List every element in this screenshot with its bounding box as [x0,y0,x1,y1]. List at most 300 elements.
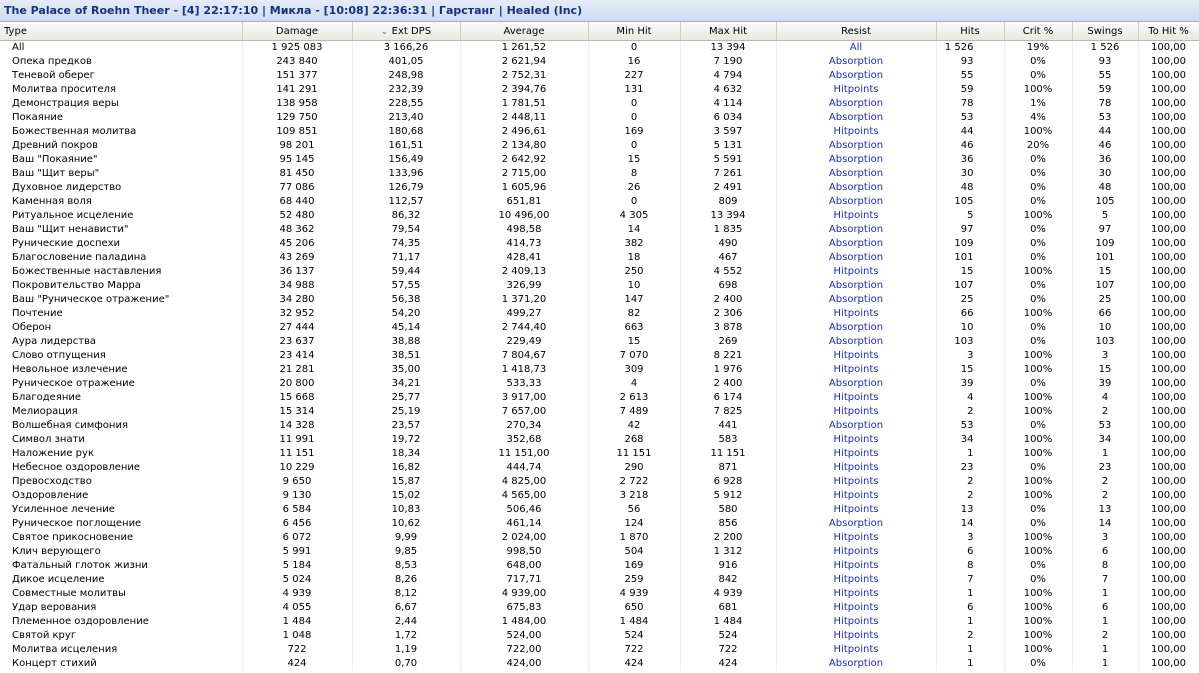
cell-average: 498,58 [460,223,588,237]
cell-resist: Hitpoints [776,573,936,587]
cell-max-hit: 13 394 [680,41,776,56]
cell-resist: Hitpoints [776,307,936,321]
cell-to-hit: 100,00 [1138,167,1199,181]
cell-hits: 30 [936,167,1004,181]
cell-to-hit: 100,00 [1138,153,1199,167]
cell-crit: 100% [1004,391,1072,405]
table-row[interactable] [0,447,1199,461]
cell-hits: 7 [936,573,1004,587]
cell-ext-dps: 10,83 [352,503,460,517]
cell-min-hit: 15 [588,153,680,167]
cell-hits: 1 [936,657,1004,671]
cell-hits: 105 [936,195,1004,209]
cell-swings: 101 [1072,251,1138,265]
cell-ext-dps: 35,00 [352,363,460,377]
cell-min-hit: 2 613 [588,391,680,405]
cell-average: 1 781,51 [460,97,588,111]
cell-crit: 19% [1004,41,1072,56]
table-row[interactable] [0,111,1199,125]
cell-hits: 59 [936,83,1004,97]
table-row[interactable] [0,615,1199,629]
cell-min-hit: 16 [588,55,680,69]
cell-hits: 8 [936,559,1004,573]
cell-swings: 1 [1072,587,1138,601]
cell-to-hit: 100,00 [1138,447,1199,461]
cell-ext-dps: 8,12 [352,587,460,601]
cell-min-hit: 0 [588,41,680,56]
cell-min-hit: 147 [588,293,680,307]
cell-damage: 1 048 [242,629,352,643]
cell-ext-dps: 18,34 [352,447,460,461]
cell-swings: 107 [1072,279,1138,293]
cell-min-hit: 663 [588,321,680,335]
cell-max-hit: 11 151 [680,447,776,461]
cell-min-hit: 7 489 [588,405,680,419]
cell-resist: Hitpoints [776,643,936,657]
cell-swings: 55 [1072,69,1138,83]
cell-crit: 0% [1004,461,1072,475]
cell-ext-dps: 8,53 [352,559,460,573]
table-row[interactable] [0,419,1199,433]
cell-to-hit: 100,00 [1138,461,1199,475]
cell-hits: 6 [936,601,1004,615]
table-row[interactable] [0,55,1199,69]
cell-resist: Absorption [776,69,936,83]
cell-to-hit: 100,00 [1138,489,1199,503]
cell-max-hit: 722 [680,643,776,657]
cell-min-hit: 1 870 [588,531,680,545]
cell-resist: Hitpoints [776,363,936,377]
column-header-hits[interactable]: Hits [936,22,1004,41]
cell-crit: 100% [1004,615,1072,629]
cell-type: Духовное лидерство [0,181,242,195]
cell-average: 444,74 [460,461,588,475]
cell-type: Святой круг [0,629,242,643]
cell-crit: 100% [1004,307,1072,321]
table-row[interactable] [0,335,1199,349]
cell-swings: 1 [1072,447,1138,461]
table-row[interactable] [0,83,1199,97]
cell-type: Благодеяние [0,391,242,405]
cell-resist: Hitpoints [776,601,936,615]
table-row[interactable] [0,433,1199,447]
cell-hits: 101 [936,251,1004,265]
cell-to-hit: 100,00 [1138,181,1199,195]
table-row[interactable] [0,237,1199,251]
cell-type: Опека предков [0,55,242,69]
cell-crit: 100% [1004,545,1072,559]
cell-hits: 66 [936,307,1004,321]
cell-hits: 1 [936,587,1004,601]
table-row[interactable] [0,545,1199,559]
cell-ext-dps: 25,77 [352,391,460,405]
table-row[interactable] [0,405,1199,419]
cell-ext-dps: 25,19 [352,405,460,419]
cell-swings: 4 [1072,391,1138,405]
cell-min-hit: 18 [588,251,680,265]
cell-resist: Hitpoints [776,587,936,601]
cell-average: 424,00 [460,657,588,671]
cell-max-hit: 5 912 [680,489,776,503]
cell-ext-dps: 228,55 [352,97,460,111]
table-row[interactable] [0,307,1199,321]
cell-resist: Hitpoints [776,545,936,559]
cell-to-hit: 100,00 [1138,643,1199,657]
cell-hits: 10 [936,321,1004,335]
cell-to-hit: 100,00 [1138,503,1199,517]
cell-average: 2 642,92 [460,153,588,167]
cell-max-hit: 583 [680,433,776,447]
cell-average: 2 134,80 [460,139,588,153]
window-title: The Palace of Roehn Theer - [4] 22:17:10 | Микла - [10:08] 22:36:31 | Гарстанг | Healed (Inc) [0,0,1199,22]
table-row[interactable] [0,657,1199,671]
cell-resist: Hitpoints [776,475,936,489]
cell-min-hit: 268 [588,433,680,447]
cell-average: 651,81 [460,195,588,209]
cell-damage: 14 328 [242,419,352,433]
cell-min-hit: 42 [588,419,680,433]
cell-average: 10 496,00 [460,209,588,223]
cell-ext-dps: 133,96 [352,167,460,181]
cell-type: Удар верования [0,601,242,615]
cell-resist: Absorption [776,153,936,167]
cell-to-hit: 100,00 [1138,209,1199,223]
cell-to-hit: 100,00 [1138,41,1199,56]
cell-min-hit: 14 [588,223,680,237]
table-row[interactable] [0,293,1199,307]
cell-max-hit: 3 878 [680,321,776,335]
cell-to-hit: 100,00 [1138,265,1199,279]
cell-swings: 2 [1072,489,1138,503]
table-row[interactable] [0,97,1199,111]
cell-min-hit: 504 [588,545,680,559]
table-row[interactable] [0,195,1199,209]
cell-swings: 2 [1072,405,1138,419]
cell-resist: Hitpoints [776,461,936,475]
cell-ext-dps: 10,62 [352,517,460,531]
cell-swings: 1 526 [1072,41,1138,56]
cell-damage: 9 650 [242,475,352,489]
cell-damage: 4 939 [242,587,352,601]
cell-damage: 43 269 [242,251,352,265]
cell-max-hit: 1 484 [680,615,776,629]
table-row[interactable] [0,461,1199,475]
cell-ext-dps: 161,51 [352,139,460,153]
cell-damage: 10 229 [242,461,352,475]
cell-damage: 45 206 [242,237,352,251]
cell-hits: 78 [936,97,1004,111]
table-row[interactable] [0,377,1199,391]
cell-hits: 1 [936,643,1004,657]
cell-damage: 23 414 [242,349,352,363]
column-header-min-hit[interactable]: Min Hit [588,22,680,41]
cell-damage: 98 201 [242,139,352,153]
cell-resist: Hitpoints [776,629,936,643]
table-row[interactable] [0,475,1199,489]
cell-to-hit: 100,00 [1138,237,1199,251]
cell-damage: 21 281 [242,363,352,377]
cell-hits: 2 [936,475,1004,489]
cell-min-hit: 259 [588,573,680,587]
cell-crit: 20% [1004,139,1072,153]
cell-crit: 100% [1004,265,1072,279]
cell-resist: Absorption [776,181,936,195]
column-header-to-hit[interactable]: To Hit % [1138,22,1199,41]
column-header-swings[interactable]: Swings [1072,22,1138,41]
cell-to-hit: 100,00 [1138,55,1199,69]
column-header-crit[interactable]: Crit % [1004,22,1072,41]
cell-ext-dps: 9,99 [352,531,460,545]
column-header-average[interactable]: Average [460,22,588,41]
cell-min-hit: 131 [588,83,680,97]
cell-max-hit: 2 400 [680,377,776,391]
cell-average: 1 484,00 [460,615,588,629]
table-row[interactable] [0,209,1199,223]
cell-ext-dps: 112,57 [352,195,460,209]
cell-min-hit: 10 [588,279,680,293]
cell-hits: 2 [936,405,1004,419]
cell-damage: 32 952 [242,307,352,321]
cell-min-hit: 382 [588,237,680,251]
cell-damage: 6 584 [242,503,352,517]
cell-crit: 0% [1004,69,1072,83]
table-row[interactable] [0,517,1199,531]
cell-to-hit: 100,00 [1138,335,1199,349]
cell-ext-dps: 0,70 [352,657,460,671]
table-row[interactable] [0,125,1199,139]
cell-hits: 55 [936,69,1004,83]
cell-to-hit: 100,00 [1138,125,1199,139]
cell-crit: 0% [1004,517,1072,531]
cell-max-hit: 7 261 [680,167,776,181]
cell-damage: 23 637 [242,335,352,349]
cell-type: Оберон [0,321,242,335]
cell-hits: 53 [936,111,1004,125]
cell-crit: 100% [1004,433,1072,447]
cell-ext-dps: 54,20 [352,307,460,321]
cell-max-hit: 1 835 [680,223,776,237]
cell-ext-dps: 74,35 [352,237,460,251]
cell-crit: 100% [1004,531,1072,545]
table-row[interactable] [0,349,1199,363]
cell-max-hit: 2 400 [680,293,776,307]
cell-damage: 15 314 [242,405,352,419]
cell-damage: 129 750 [242,111,352,125]
cell-hits: 2 [936,629,1004,643]
cell-resist: Absorption [776,223,936,237]
cell-to-hit: 100,00 [1138,559,1199,573]
table-row[interactable] [0,391,1199,405]
cell-to-hit: 100,00 [1138,321,1199,335]
column-header-max-hit[interactable]: Max Hit [680,22,776,41]
table-row[interactable] [0,587,1199,601]
cell-ext-dps: 23,57 [352,419,460,433]
cell-type: Демонстрация веры [0,97,242,111]
cell-max-hit: 524 [680,629,776,643]
cell-damage: 9 130 [242,489,352,503]
table-row[interactable] [0,643,1199,657]
column-header-ext-dps[interactable] [352,22,460,41]
table-row[interactable] [0,153,1199,167]
cell-ext-dps: 38,88 [352,335,460,349]
cell-type: Наложение рук [0,447,242,461]
cell-average: 461,14 [460,517,588,531]
cell-swings: 3 [1072,531,1138,545]
cell-damage: 138 958 [242,97,352,111]
cell-swings: 13 [1072,503,1138,517]
cell-crit: 0% [1004,657,1072,671]
cell-average: 270,34 [460,419,588,433]
cell-swings: 1 [1072,643,1138,657]
cell-damage: 6 456 [242,517,352,531]
cell-to-hit: 100,00 [1138,139,1199,153]
cell-hits: 25 [936,293,1004,307]
table-header-row [0,22,1199,41]
cell-average: 524,00 [460,629,588,643]
cell-swings: 3 [1072,349,1138,363]
cell-average: 533,33 [460,377,588,391]
cell-average: 2 715,00 [460,167,588,181]
table-row[interactable] [0,531,1199,545]
cell-to-hit: 100,00 [1138,363,1199,377]
cell-max-hit: 4 939 [680,587,776,601]
cell-to-hit: 100,00 [1138,111,1199,125]
column-header-damage[interactable]: Damage [242,22,352,41]
cell-ext-dps: 180,68 [352,125,460,139]
cell-hits: 48 [936,181,1004,195]
cell-average: 2 024,00 [460,531,588,545]
cell-to-hit: 100,00 [1138,83,1199,97]
cell-crit: 0% [1004,377,1072,391]
cell-max-hit: 4 552 [680,265,776,279]
cell-swings: 66 [1072,307,1138,321]
cell-swings: 8 [1072,559,1138,573]
cell-resist: Absorption [776,293,936,307]
cell-to-hit: 100,00 [1138,433,1199,447]
cell-hits: 53 [936,419,1004,433]
cell-average: 7 804,67 [460,349,588,363]
cell-damage: 141 291 [242,83,352,97]
table-row[interactable] [0,223,1199,237]
cell-crit: 0% [1004,293,1072,307]
cell-swings: 53 [1072,419,1138,433]
cell-max-hit: 5 131 [680,139,776,153]
cell-min-hit: 290 [588,461,680,475]
cell-to-hit: 100,00 [1138,69,1199,83]
table-row[interactable] [0,41,1199,56]
table-row[interactable] [0,573,1199,587]
cell-resist: Absorption [776,167,936,181]
cell-damage: 1 925 083 [242,41,352,56]
cell-ext-dps: 34,21 [352,377,460,391]
table-row[interactable] [0,265,1199,279]
cell-resist: Hitpoints [776,503,936,517]
table-row[interactable] [0,279,1199,293]
cell-max-hit: 4 794 [680,69,776,83]
table-row[interactable] [0,629,1199,643]
cell-to-hit: 100,00 [1138,419,1199,433]
cell-swings: 78 [1072,97,1138,111]
cell-swings: 53 [1072,111,1138,125]
table-row[interactable] [0,559,1199,573]
cell-swings: 15 [1072,363,1138,377]
cell-type: Небесное оздоровление [0,461,242,475]
cell-max-hit: 3 597 [680,125,776,139]
cell-average: 717,71 [460,573,588,587]
table-row[interactable] [0,181,1199,195]
cell-hits: 15 [936,265,1004,279]
cell-damage: 15 668 [242,391,352,405]
table-row[interactable] [0,321,1199,335]
cell-ext-dps: 19,72 [352,433,460,447]
table-row[interactable] [0,139,1199,153]
cell-max-hit: 1 976 [680,363,776,377]
table-row[interactable] [0,69,1199,83]
cell-crit: 100% [1004,447,1072,461]
cell-to-hit: 100,00 [1138,587,1199,601]
table-row[interactable] [0,363,1199,377]
cell-resist: Hitpoints [776,391,936,405]
cell-resist: Hitpoints [776,447,936,461]
cell-min-hit: 56 [588,503,680,517]
table-row[interactable] [0,489,1199,503]
cell-swings: 1 [1072,615,1138,629]
cell-to-hit: 100,00 [1138,349,1199,363]
cell-resist: Absorption [776,237,936,251]
cell-swings: 14 [1072,517,1138,531]
cell-max-hit: 580 [680,503,776,517]
cell-min-hit: 169 [588,559,680,573]
cell-damage: 6 072 [242,531,352,545]
cell-min-hit: 4 939 [588,587,680,601]
cell-average: 1 605,96 [460,181,588,195]
cell-crit: 0% [1004,237,1072,251]
cell-damage: 77 086 [242,181,352,195]
cell-swings: 23 [1072,461,1138,475]
cell-damage: 5 184 [242,559,352,573]
cell-type: Святое прикосновение [0,531,242,545]
cell-to-hit: 100,00 [1138,615,1199,629]
cell-crit: 0% [1004,503,1072,517]
column-header-resist[interactable]: Resist [776,22,936,41]
cell-average: 4 939,00 [460,587,588,601]
cell-hits: 36 [936,153,1004,167]
cell-type: Руническое поглощение [0,517,242,531]
cell-hits: 1 [936,615,1004,629]
cell-type: Божественная молитва [0,125,242,139]
cell-crit: 0% [1004,251,1072,265]
cell-resist: Absorption [776,55,936,69]
cell-min-hit: 26 [588,181,680,195]
cell-hits: 1 [936,447,1004,461]
column-header-type[interactable]: Type [0,22,242,41]
table-row[interactable] [0,601,1199,615]
cell-ext-dps: 3 166,26 [352,41,460,56]
cell-type: Волшебная симфония [0,419,242,433]
cell-crit: 1% [1004,97,1072,111]
table-row[interactable] [0,503,1199,517]
cell-ext-dps: 86,32 [352,209,460,223]
table-row[interactable] [0,251,1199,265]
cell-average: 7 657,00 [460,405,588,419]
cell-max-hit: 6 174 [680,391,776,405]
cell-hits: 13 [936,503,1004,517]
cell-to-hit: 100,00 [1138,377,1199,391]
cell-type: Превосходство [0,475,242,489]
cell-resist: Hitpoints [776,83,936,97]
table-row[interactable] [0,167,1199,181]
cell-damage: 109 851 [242,125,352,139]
